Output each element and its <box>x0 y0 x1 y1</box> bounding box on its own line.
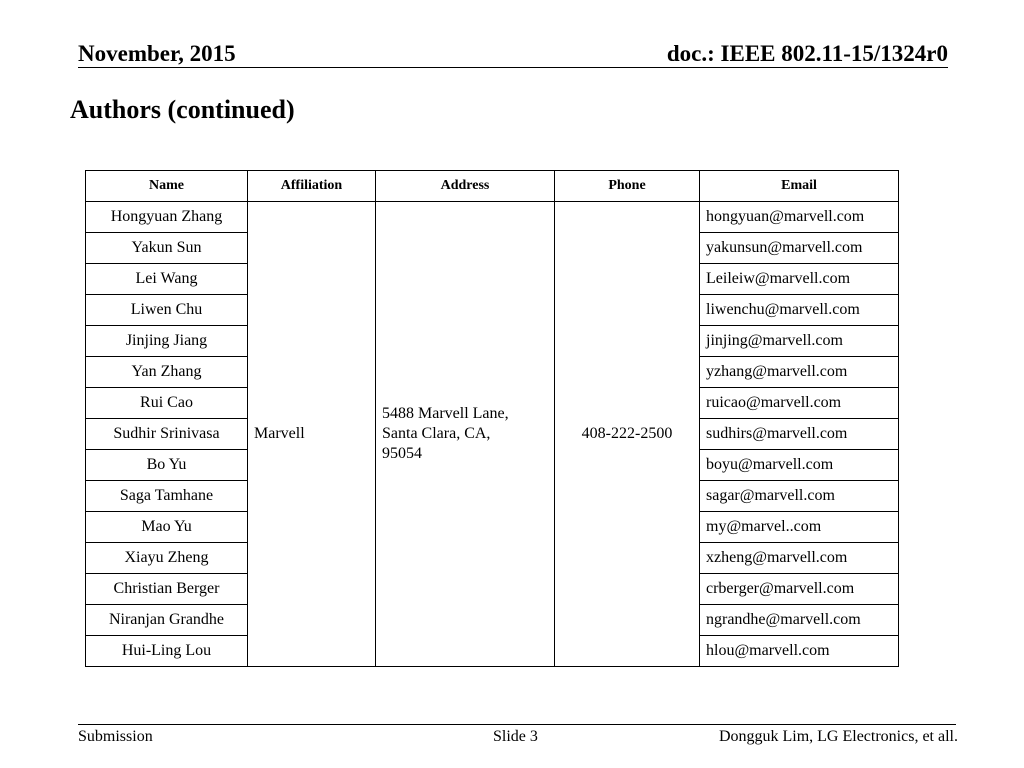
header-divider <box>78 67 948 68</box>
author-name: Lei Wang <box>86 264 248 295</box>
author-name: Yan Zhang <box>86 357 248 388</box>
author-email: sagar@marvell.com <box>700 481 899 512</box>
authors-table <box>85 170 899 667</box>
author-name: Jinjing Jiang <box>86 326 248 357</box>
column-header-email: Email <box>700 171 899 202</box>
author-email: hlou@marvell.com <box>700 636 899 667</box>
author-name: Mao Yu <box>86 512 248 543</box>
author-name: Sudhir Srinivasa <box>86 419 248 450</box>
author-name: Niranjan Grandhe <box>86 605 248 636</box>
address-line: 95054 <box>382 445 422 462</box>
author-email: crberger@marvell.com <box>700 574 899 605</box>
header-date: November, 2015 <box>78 41 236 66</box>
author-email: liwenchu@marvell.com <box>700 295 899 326</box>
author-email: yakunsun@marvell.com <box>700 233 899 264</box>
author-email: jinjing@marvell.com <box>700 326 899 357</box>
column-header-phone: Phone <box>555 171 700 202</box>
column-header-affiliation: Affiliation <box>248 171 376 202</box>
author-email: hongyuan@marvell.com <box>700 202 899 233</box>
author-name: Hui-Ling Lou <box>86 636 248 667</box>
affiliation-cell: Marvell <box>248 202 376 667</box>
footer-divider <box>78 724 956 725</box>
author-name: Bo Yu <box>86 450 248 481</box>
author-name: Liwen Chu <box>86 295 248 326</box>
author-name: Christian Berger <box>86 574 248 605</box>
address-line: 5488 Marvell Lane, <box>382 405 509 422</box>
author-email: yzhang@marvell.com <box>700 357 899 388</box>
author-name: Yakun Sun <box>86 233 248 264</box>
author-email: ruicao@marvell.com <box>700 388 899 419</box>
column-header-address: Address <box>376 171 555 202</box>
author-email: my@marvel..com <box>700 512 899 543</box>
header-doc-id: doc.: IEEE 802.11-15/1324r0 <box>666 41 948 66</box>
footer-authors: Dongguk Lim, LG Electronics, et all. <box>718 728 958 745</box>
author-email: boyu@marvell.com <box>700 450 899 481</box>
author-email: ngrandhe@marvell.com <box>700 605 899 636</box>
author-email: sudhirs@marvell.com <box>700 419 899 450</box>
address-cell <box>376 202 555 667</box>
table-header-row <box>86 171 899 202</box>
author-email: Leileiw@marvell.com <box>700 264 899 295</box>
column-header-name: Name <box>86 171 248 202</box>
author-name: Saga Tamhane <box>86 481 248 512</box>
footer-submission: Submission <box>78 728 153 745</box>
table-row <box>86 202 899 233</box>
author-name: Hongyuan Zhang <box>86 202 248 233</box>
author-email: xzheng@marvell.com <box>700 543 899 574</box>
author-name: Xiayu Zheng <box>86 543 248 574</box>
phone-cell: 408-222-2500 <box>555 202 700 667</box>
address-line: Santa Clara, CA, <box>382 425 491 442</box>
author-name: Rui Cao <box>86 388 248 419</box>
footer-slide-number: Slide 3 <box>493 728 538 745</box>
slide-title: Authors (continued) <box>70 95 295 124</box>
